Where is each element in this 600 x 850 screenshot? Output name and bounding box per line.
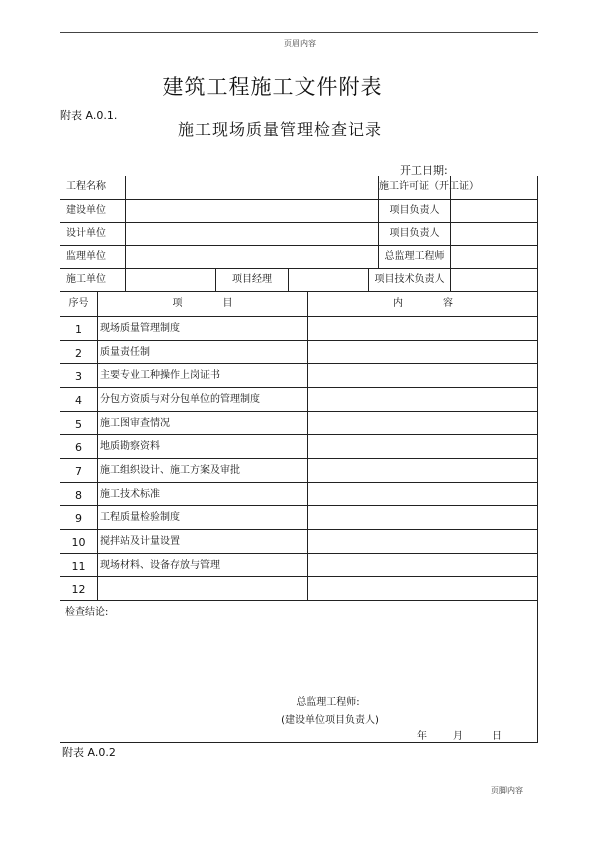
row-content[interactable] bbox=[307, 340, 538, 364]
contractor-value[interactable] bbox=[125, 268, 215, 291]
contractor-label: 施工单位 bbox=[60, 268, 125, 291]
project-name-value[interactable] bbox=[125, 176, 378, 199]
row-item: 现场材料、设备存放与管理 bbox=[97, 553, 307, 577]
design-lead-value[interactable] bbox=[450, 222, 538, 245]
form-title: 施工现场质量管理检查记录 bbox=[177, 120, 382, 139]
row-item: 施工图审查情况 bbox=[97, 411, 307, 435]
chief-supervisor-value[interactable] bbox=[450, 245, 538, 268]
row-item: 工程质量检验制度 bbox=[97, 505, 307, 529]
row-number: 8 bbox=[60, 482, 97, 506]
date-month: 月 bbox=[453, 731, 463, 742]
design-unit-label: 设计单位 bbox=[60, 222, 125, 245]
page-footer: 页脚内容 bbox=[491, 786, 523, 795]
design-lead-label: 项目负责人 bbox=[378, 222, 450, 245]
appendix-ref-a02: 附表 A.0.2 bbox=[62, 746, 116, 759]
row-content[interactable] bbox=[307, 529, 538, 553]
owner-unit-label: 建设单位 bbox=[60, 199, 125, 222]
appendix-ref-a01: 附表 A.0.1. bbox=[60, 109, 118, 122]
row-number: 9 bbox=[60, 505, 97, 529]
row-number: 12 bbox=[60, 576, 97, 600]
sign-date bbox=[417, 727, 502, 742]
owner-lead-label: 项目负责人 bbox=[378, 199, 450, 222]
row-item: 施工组织设计、施工方案及审批 bbox=[97, 458, 307, 482]
row-number: 1 bbox=[60, 316, 97, 340]
row-content[interactable] bbox=[307, 434, 538, 458]
document-title: 建筑工程施工文件附表 bbox=[162, 75, 383, 99]
owner-unit-value[interactable] bbox=[125, 199, 378, 222]
project-manager-label: 项目经理 bbox=[215, 268, 288, 291]
design-unit-value[interactable] bbox=[125, 222, 378, 245]
row-number: 4 bbox=[60, 387, 97, 411]
row-content[interactable] bbox=[307, 553, 538, 577]
tech-lead-value[interactable] bbox=[450, 268, 538, 291]
tech-lead-label: 项目技术负责人 bbox=[368, 268, 450, 291]
row-item bbox=[97, 576, 307, 600]
supervision-unit-value[interactable] bbox=[125, 245, 378, 268]
start-date-label: 开工日期: bbox=[400, 164, 448, 177]
col-header-item: 项 目 bbox=[97, 291, 307, 316]
row-content[interactable] bbox=[307, 505, 538, 529]
date-day: 日 bbox=[492, 731, 502, 742]
col-header-no: 序号 bbox=[60, 291, 97, 316]
project-manager-value[interactable] bbox=[288, 268, 368, 291]
permit-label: 施工许可证（开工证） bbox=[378, 176, 450, 199]
project-name-label: 工程名称 bbox=[66, 181, 106, 192]
page-header: 页眉内容 bbox=[284, 39, 316, 48]
col-header-content: 内 容 bbox=[307, 291, 538, 316]
row-item: 现场质量管理制度 bbox=[97, 316, 307, 340]
row-number: 3 bbox=[60, 363, 97, 387]
row-number: 6 bbox=[60, 434, 97, 458]
supervision-unit-label: 监理单位 bbox=[60, 245, 125, 268]
row-item: 地质勘察资料 bbox=[97, 434, 307, 458]
row-number: 5 bbox=[60, 411, 97, 435]
row-item: 主要专业工种操作上岗证书 bbox=[97, 363, 307, 387]
date-year: 年 bbox=[417, 731, 427, 742]
row-number: 10 bbox=[60, 529, 97, 553]
row-content[interactable] bbox=[307, 387, 538, 411]
row-item: 分包方资质与对分包单位的管理制度 bbox=[97, 387, 307, 411]
quality-check-table bbox=[60, 176, 538, 743]
owner-lead-value[interactable] bbox=[450, 199, 538, 222]
row-content[interactable] bbox=[307, 363, 538, 387]
permit-value[interactable] bbox=[450, 176, 538, 199]
row-item: 搅拌站及计量设置 bbox=[97, 529, 307, 553]
row-content[interactable] bbox=[307, 482, 538, 506]
row-content[interactable] bbox=[307, 316, 538, 340]
row-number: 7 bbox=[60, 458, 97, 482]
conclusion-label: 检查结论: bbox=[65, 607, 109, 618]
chief-supervisor-signature: 总监理工程师: bbox=[296, 697, 360, 708]
owner-lead-signature: (建设单位项目负责人) bbox=[281, 715, 379, 726]
chief-supervisor-label: 总监理工程师 bbox=[378, 245, 450, 268]
row-content[interactable] bbox=[307, 411, 538, 435]
header-rule bbox=[60, 32, 538, 33]
row-number: 11 bbox=[60, 553, 97, 577]
row-item: 质量责任制 bbox=[97, 340, 307, 364]
row-content[interactable] bbox=[307, 576, 538, 600]
row-item: 施工技术标准 bbox=[97, 482, 307, 506]
row-number: 2 bbox=[60, 340, 97, 364]
row-content[interactable] bbox=[307, 458, 538, 482]
